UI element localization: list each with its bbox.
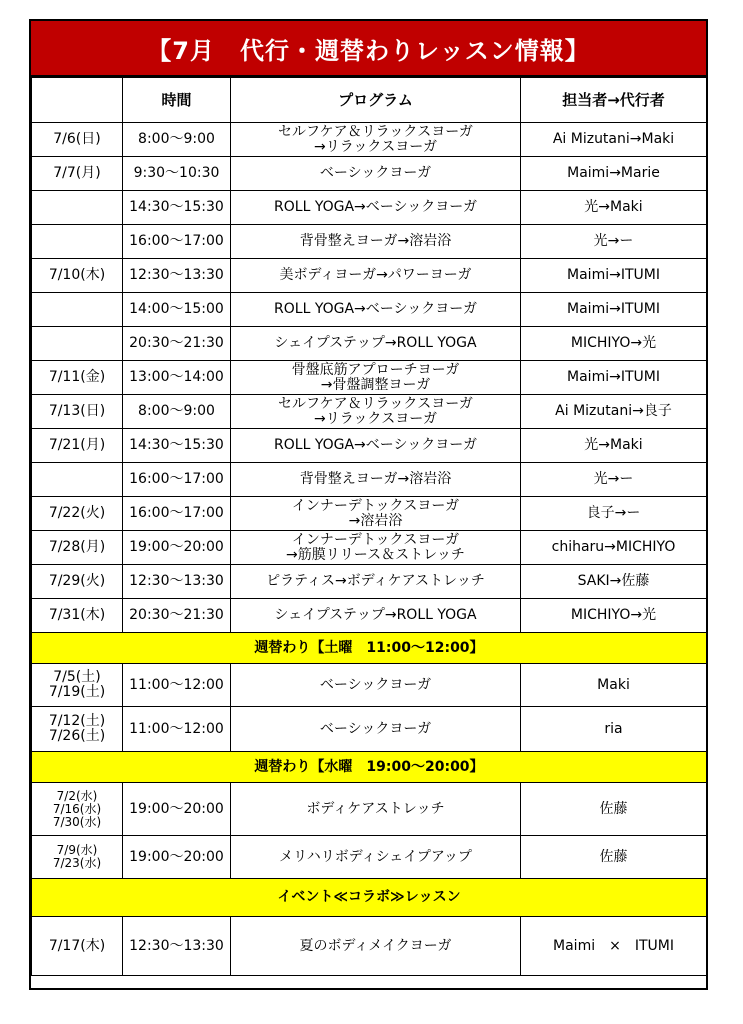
row-time: 14:30～15:30 [123, 429, 231, 463]
row-program: ベーシックヨーガ [231, 664, 521, 707]
row-date: 7/6(日) [32, 123, 123, 157]
row-program: ベーシックヨーガ [231, 707, 521, 752]
table-row [32, 531, 707, 565]
row-staff: 光→Maki [521, 191, 707, 225]
row-program: インナーデトックスヨーガ →筋膜リリース＆ストレッチ [231, 531, 521, 565]
row-program: シェイプステップ→ROLL YOGA [231, 599, 521, 633]
row-time: 16:00～17:00 [123, 225, 231, 259]
row-program: シェイプステップ→ROLL YOGA [231, 327, 521, 361]
row-program: インナーデトックスヨーガ →溶岩浴 [231, 497, 521, 531]
row-date [32, 191, 123, 225]
table-row [32, 293, 707, 327]
row-date: 7/29(火) [32, 565, 123, 599]
row-time: 16:00～17:00 [123, 463, 231, 497]
row-staff: Ai Mizutani→良子 [521, 395, 707, 429]
row-program: 骨盤底筋アプローチヨーガ →骨盤調整ヨーガ [231, 361, 521, 395]
row-time: 8:00～9:00 [123, 123, 231, 157]
header-program: プログラム [231, 78, 521, 123]
row-time: 8:00～9:00 [123, 395, 231, 429]
row-staff: 良子→ー [521, 497, 707, 531]
row-date: 7/13(日) [32, 395, 123, 429]
row-time: 19:00～20:00 [123, 836, 231, 879]
row-dates: 7/12(土) 7/26(土) [32, 707, 123, 752]
table-row [32, 599, 707, 633]
row-time: 19:00～20:00 [123, 531, 231, 565]
row-staff: chiharu→MICHIYO [521, 531, 707, 565]
row-program: ROLL YOGA→ベーシックヨーガ [231, 429, 521, 463]
table-row [32, 259, 707, 293]
row-staff: Maimi→Marie [521, 157, 707, 191]
table-row [32, 565, 707, 599]
row-program: 背骨整えヨーガ→溶岩浴 [231, 463, 521, 497]
row-date: 7/22(火) [32, 497, 123, 531]
row-time: 12:30～13:30 [123, 565, 231, 599]
page-title: 【7月 代行・週替わりレッスン情報】 [31, 21, 706, 77]
row-program: ROLL YOGA→ベーシックヨーガ [231, 191, 521, 225]
row-staff: Maimi × ITUMI [521, 917, 707, 976]
row-date: 7/21(月) [32, 429, 123, 463]
row-staff: 光→ー [521, 463, 707, 497]
lesson-table [31, 77, 707, 976]
row-date: 7/17(木) [32, 917, 123, 976]
row-staff: ria [521, 707, 707, 752]
saturday-section-heading-row [32, 633, 707, 664]
row-staff: Maimi→ITUMI [521, 293, 707, 327]
row-date: 7/31(木) [32, 599, 123, 633]
table-header-row [32, 78, 707, 123]
row-date [32, 327, 123, 361]
row-time: 19:00～20:00 [123, 783, 231, 836]
row-program: セルフケア＆リラックスヨーガ →リラックスヨーガ [231, 123, 521, 157]
row-date: 7/10(木) [32, 259, 123, 293]
row-date: 7/11(金) [32, 361, 123, 395]
row-program: 美ボディヨーガ→パワーヨーガ [231, 259, 521, 293]
row-staff: Maimi→ITUMI [521, 361, 707, 395]
table-row [32, 395, 707, 429]
row-staff: 光→ー [521, 225, 707, 259]
table-row [32, 327, 707, 361]
schedule-sheet [29, 19, 708, 990]
row-staff: Maki [521, 664, 707, 707]
table-row [32, 707, 707, 752]
row-time: 9:30～10:30 [123, 157, 231, 191]
table-row [32, 463, 707, 497]
row-date [32, 293, 123, 327]
row-dates: 7/9(水) 7/23(水) [32, 836, 123, 879]
row-program: メリハリボディシェイプアップ [231, 836, 521, 879]
row-dates: 7/2(水) 7/16(水) 7/30(水) [32, 783, 123, 836]
header-date [32, 78, 123, 123]
row-program: 夏のボディメイクヨーガ [231, 917, 521, 976]
row-program: ピラティス→ボディケアストレッチ [231, 565, 521, 599]
table-row [32, 123, 707, 157]
table-row [32, 429, 707, 463]
row-staff: 佐藤 [521, 783, 707, 836]
row-program: セルフケア＆リラックスヨーガ →リラックスヨーガ [231, 395, 521, 429]
row-program: ベーシックヨーガ [231, 157, 521, 191]
row-date [32, 463, 123, 497]
row-time: 11:00～12:00 [123, 664, 231, 707]
event-section-heading: イベント≪コラボ≫レッスン [32, 879, 707, 917]
row-program: ROLL YOGA→ベーシックヨーガ [231, 293, 521, 327]
row-time: 20:30～21:30 [123, 327, 231, 361]
saturday-section-heading: 週替わり【土曜 11:00～12:00】 [32, 633, 707, 664]
row-program: 背骨整えヨーガ→溶岩浴 [231, 225, 521, 259]
row-date: 7/7(月) [32, 157, 123, 191]
table-row [32, 664, 707, 707]
table-row [32, 157, 707, 191]
row-staff: 光→Maki [521, 429, 707, 463]
header-staff: 担当者→代行者 [521, 78, 707, 123]
table-row [32, 783, 707, 836]
row-date: 7/28(月) [32, 531, 123, 565]
table-row [32, 497, 707, 531]
header-time: 時間 [123, 78, 231, 123]
row-date [32, 225, 123, 259]
table-row [32, 917, 707, 976]
row-time: 12:30～13:30 [123, 917, 231, 976]
table-row [32, 191, 707, 225]
table-row [32, 225, 707, 259]
row-dates: 7/5(土) 7/19(土) [32, 664, 123, 707]
row-time: 20:30～21:30 [123, 599, 231, 633]
event-section-heading-row [32, 879, 707, 917]
row-staff: MICHIYO→光 [521, 327, 707, 361]
wednesday-section-heading: 週替わり【水曜 19:00～20:00】 [32, 752, 707, 783]
row-time: 14:00～15:00 [123, 293, 231, 327]
row-staff: SAKI→佐藤 [521, 565, 707, 599]
row-time: 14:30～15:30 [123, 191, 231, 225]
table-row [32, 361, 707, 395]
row-program: ボディケアストレッチ [231, 783, 521, 836]
wednesday-section-heading-row [32, 752, 707, 783]
row-time: 12:30～13:30 [123, 259, 231, 293]
row-staff: Maimi→ITUMI [521, 259, 707, 293]
row-staff: MICHIYO→光 [521, 599, 707, 633]
row-staff: 佐藤 [521, 836, 707, 879]
row-time: 13:00～14:00 [123, 361, 231, 395]
row-staff: Ai Mizutani→Maki [521, 123, 707, 157]
row-time: 11:00～12:00 [123, 707, 231, 752]
row-time: 16:00～17:00 [123, 497, 231, 531]
table-row [32, 836, 707, 879]
